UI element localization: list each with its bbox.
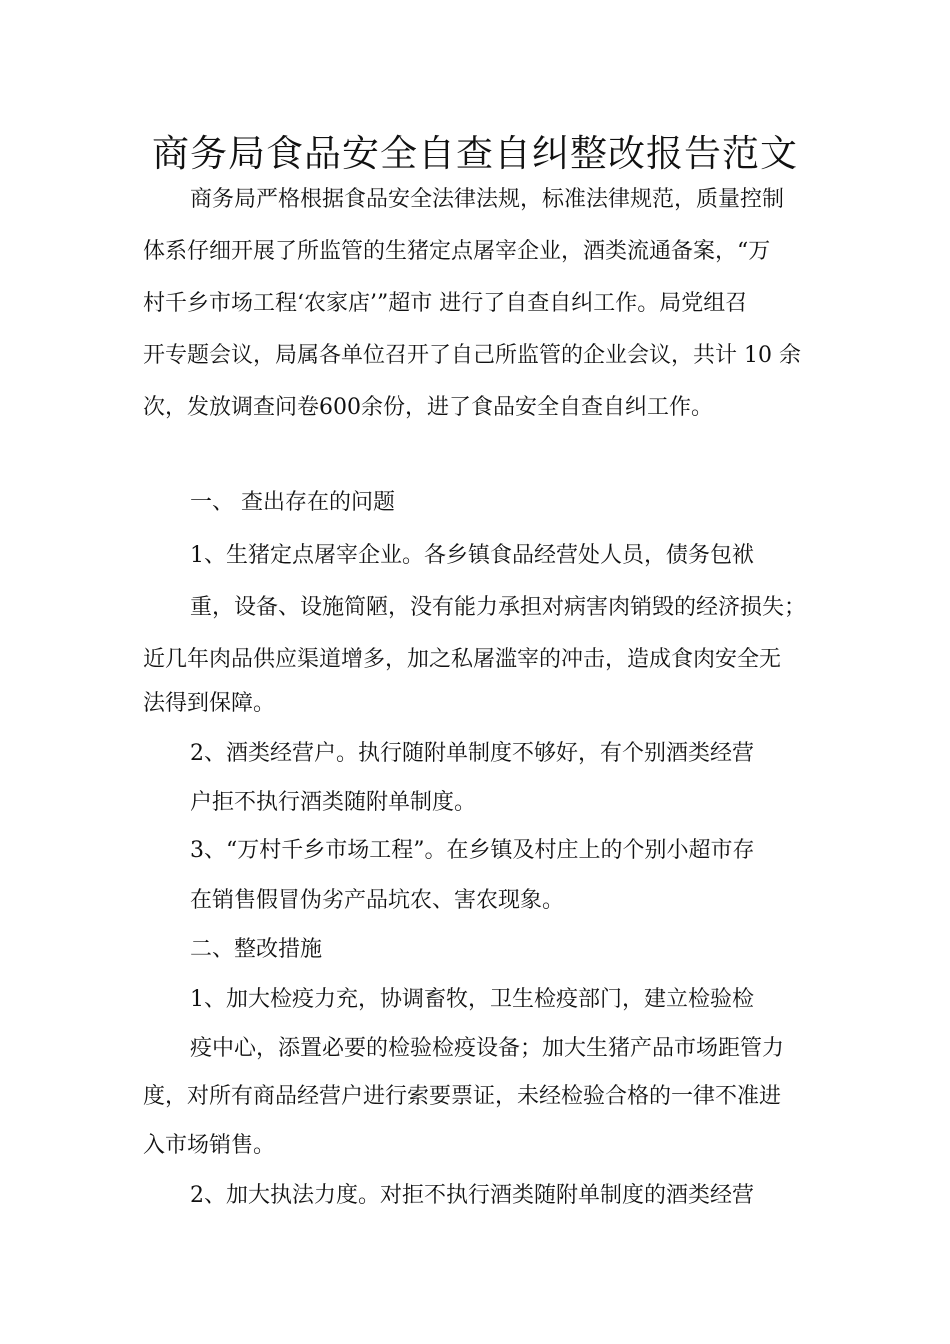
paragraph-line: 次，发放调查问卷600余份，进了食品安全自查自纠工作。 xyxy=(143,395,713,420)
paragraph-line: 1、生猪定点屠宰企业。各乡镇食品经营处人员，债务包袱 xyxy=(190,543,754,568)
paragraph-line: 户拒不执行酒类随附单制度。 xyxy=(190,790,477,815)
paragraph-line: 开专题会议，局属各单位召开了自己所监管的企业会议，共计 10 余 xyxy=(143,343,801,368)
paragraph-line: 疫中心，添置必要的检验检疫设备；加大生猪产品市场距管力 xyxy=(190,1036,785,1061)
section-heading: 二、整改措施 xyxy=(190,937,323,962)
paragraph-line: 在销售假冒伪劣产品坑农、害农现象。 xyxy=(190,888,565,913)
paragraph-line: 2、加大执法力度。对拒不执行酒类随附单制度的酒类经营 xyxy=(190,1183,754,1208)
paragraph-line: 近几年肉品供应渠道增多，加之私屠滥宰的冲击，造成食肉安全无 xyxy=(143,647,782,672)
paragraph-line: 商务局严格根据食品安全法律法规，标准法律规范，质量控制 xyxy=(190,187,785,212)
document-title: 商务局食品安全自查自纠整改报告范文 xyxy=(152,132,798,175)
paragraph-line: 1、加大检疫力充，协调畜牧，卫生检疫部门，建立检验检 xyxy=(190,987,754,1012)
paragraph-line: 入市场销售。 xyxy=(143,1133,276,1158)
paragraph-line: 3、“万村千乡市场工程”。在乡镇及村庄上的个别小超市存 xyxy=(190,838,755,863)
paragraph-line: 重，设备、设施简陋，没有能力承担对病害肉销毁的经济损失； xyxy=(190,595,807,620)
section-heading: 一、 查出存在的问题 xyxy=(190,490,395,515)
paragraph-line: 2、酒类经营户。执行随附单制度不够好，有个别酒类经营 xyxy=(190,741,754,766)
paragraph-line: 体系仔细开展了所监管的生猪定点屠宰企业，酒类流通备案，“万 xyxy=(143,239,771,264)
paragraph-line: 村千乡市场工程‘农家店’”超市 进行了自查自纠工作。局党组召 xyxy=(143,291,748,316)
paragraph-line: 度，对所有商品经营户进行索要票证，未经检验合格的一律不准进 xyxy=(143,1084,782,1109)
paragraph-line: 法得到保障。 xyxy=(143,691,276,716)
